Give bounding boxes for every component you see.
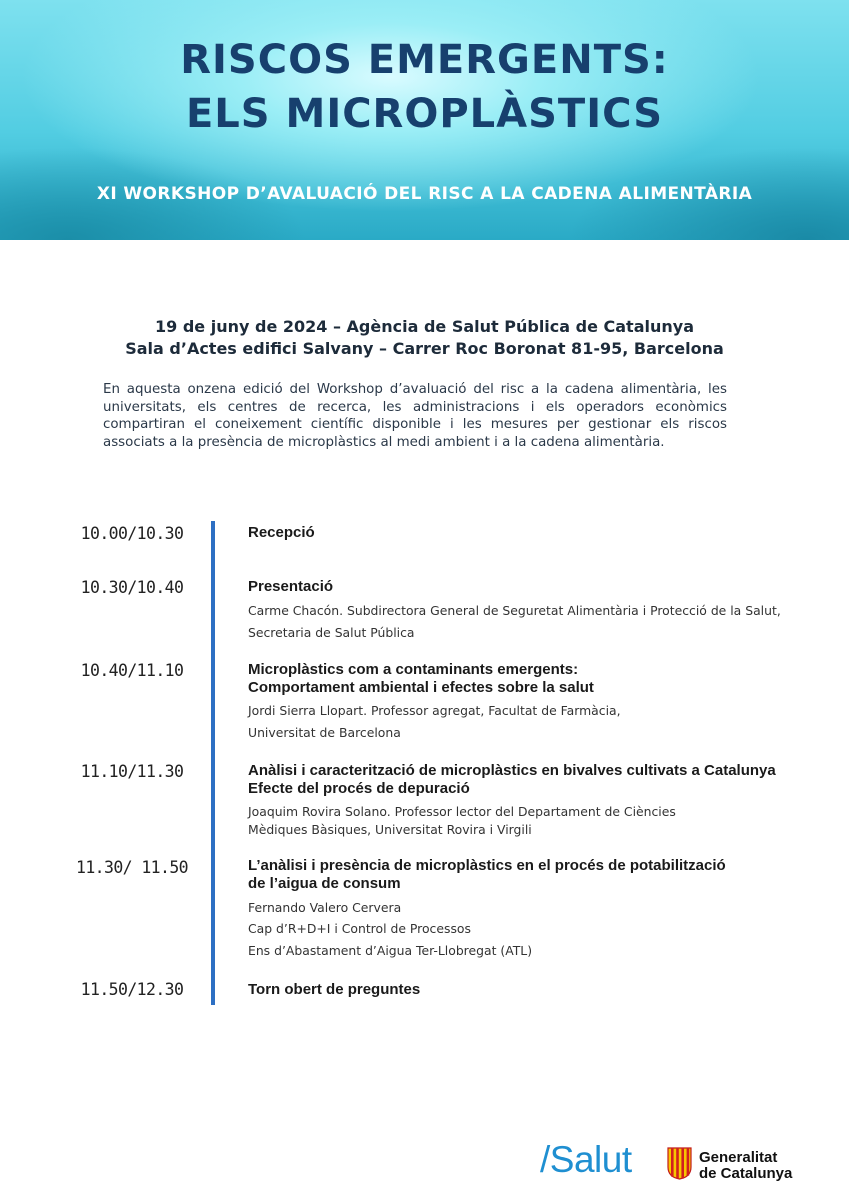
agenda-time: 10.00/10.30	[80, 524, 184, 543]
agenda-time: 10.40/11.10	[80, 661, 184, 680]
agenda-speaker-role: Cap d’R+D+I i Control de Processos	[248, 921, 471, 936]
agenda-timeline-bar	[211, 521, 215, 1005]
agenda-speaker: Joaquim Rovira Solano. Professor lector del Departament de Ciències	[248, 804, 676, 819]
agenda-speaker-affiliation: Ens d’Abastament d’Aigua Ter-Llobregat (ATL)	[248, 943, 533, 958]
agenda-speaker-affiliation: Secretaria de Salut Pública	[248, 625, 415, 640]
agenda-time: 11.50/12.30	[80, 980, 184, 999]
agenda-title: Microplàstics com a contaminants emergents:	[248, 661, 579, 678]
banner-title-line1: RISCOS EMERGENTS:	[180, 37, 669, 83]
agenda-title: Anàlisi i caracterització de microplàstics en bivalves cultivats a Catalunya	[248, 762, 776, 779]
agenda-title: L’anàlisi i presència de microplàstics en el procés de potabilització	[248, 857, 726, 874]
agenda-title-line2: Comportament ambiental i efectes sobre la salut	[248, 679, 594, 696]
agenda-speaker: Jordi Sierra Llopart. Professor agregat, Facultat de Farmàcia,	[248, 703, 621, 718]
generalitat-name-line2: de Catalunya	[699, 1165, 793, 1182]
agenda-speaker: Fernando Valero Cervera	[248, 900, 402, 915]
agenda-speaker: Carme Chacón. Subdirectora General de Seguretat Alimentària i Protecció de la Salut,	[248, 603, 781, 618]
intro-paragraph: En aquesta onzena edició del Workshop d’avaluació del risc a la cadena alimentària, les universitats, els centres de recerca, les administracions i els operadors econòmics compartiran el coneixement científic disponible i les mesures per gestionar els riscos associats a la presència de microplàstics al medi ambient i a la cadena alimentària.	[103, 382, 727, 450]
agenda-time: 11.30/ 11.50	[75, 858, 188, 877]
header-banner	[0, 0, 849, 240]
agenda-time: 11.10/11.30	[80, 762, 184, 781]
agenda-title-line2: de l’aigua de consum	[248, 875, 401, 892]
agenda-time: 10.30/10.40	[80, 578, 184, 597]
agenda-speaker-affiliation: Mèdiques Bàsiques, Universitat Rovira i Virgili	[248, 822, 532, 837]
agenda-title: Recepció	[248, 524, 315, 541]
salut-logo: /Salut	[540, 1139, 632, 1180]
generalitat-name-line1: Generalitat	[699, 1149, 778, 1166]
event-room-address: Sala d’Actes edifici Salvany – Carrer Roc Boronat 81-95, Barcelona	[125, 339, 724, 358]
generalitat-emblem-icon	[667, 1147, 692, 1180]
banner-title-line2: ELS MICROPLÀSTICS	[185, 91, 664, 137]
agenda-title: Presentació	[248, 578, 334, 595]
event-date-venue: 19 de juny de 2024 – Agència de Salut Pública de Catalunya	[155, 317, 694, 336]
agenda-title: Torn obert de preguntes	[248, 981, 421, 998]
agenda-speaker-affiliation: Universitat de Barcelona	[248, 725, 401, 740]
agenda-title-line2: Efecte del procés de depuració	[248, 780, 470, 797]
banner-subtitle: XI WORKSHOP D’AVALUACIÓ DEL RISC A LA CADENA ALIMENTÀRIA	[96, 184, 753, 204]
